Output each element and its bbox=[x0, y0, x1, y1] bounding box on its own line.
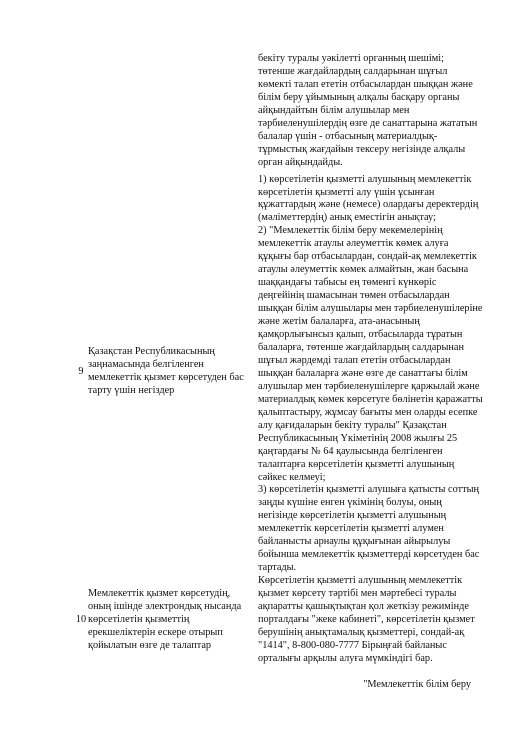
row-name: Мемлекеттік қызмет көрсетудің, оның ішінде электрондық нысанда көрсетілетін қызметтің ерекшеліктерін ескере отырып қойылатын өзге де талаптар bbox=[88, 588, 242, 651]
row-description bbox=[255, 170, 483, 576]
description-paragraph: 1) көрсетілетін қызметті алушының мемлекеттік көрсетілетін қызметті алу үшін ұсынған құжаттардың және (немесе) олардағы деректердің (мәліметтердің) анық еместігін анықтау; bbox=[258, 173, 479, 224]
description-paragraph: бекіту туралы уәкілетті органның шешімі; төтенше жағдайлардың салдарынан шұғыл көмекті талап ететін отбасылардан шыққан және білім беру ұйымының алқалы басқару органы айқындайтын білім алушылар мен тәрбиеленушілердің өзге де санаттарына жататын балалар үшін - отбасының материалдық-тұрмыстық жағдайын тексеру негізінде алқалы орган айқындайды. bbox=[258, 53, 478, 168]
description-paragraph: Көрсетілетін қызметті алушының мемлекеттік қызмет көрсету тәртібі мен мәртебесі туралы ақпаратты қашықтықтан қол жеткізу режимінде порталдағы "жеке кабинеті", көрсетілетін қызмет берушінің анықтамалық қызметтері, сондай-ақ "1414", 8-800-080-7777 Бірыңғай байланыс орталығы арқылы алуға мүмкіндігі бар. bbox=[258, 575, 475, 664]
row-number: 9 bbox=[78, 365, 84, 377]
table-row-9 bbox=[75, 170, 483, 576]
row-name bbox=[88, 53, 255, 170]
description-paragraph: 3) көрсетілетін қызметті алушыға қатысты соттың заңды күшіне енген үкімінің болуы, оның негізінде көрсетілетін қызметті алушының мемлекеттік көрсетілетін қызметті алумен байланысты арнаулы құқығынан айырылуы бойынша мемлекеттік қызметтерді көрсетуден бас тартады. bbox=[258, 484, 480, 574]
row-description bbox=[255, 575, 483, 666]
row-number: 10 bbox=[75, 613, 87, 625]
row-description bbox=[255, 53, 483, 170]
description-paragraph: 2) "Мемлекеттік білім беру мекемелерінің мемлекеттік атаулы әлеуметтік көмек алуға құқығы бар отбасылардан, сондай-ақ мемлекеттік атаулы әлеуметтік көмек алмайтын, жан басына шаққандағы табысы ең төменгі күнкөріс деңгейінің шамасынан төмен отбасылардан шыққан білім алушылары мен тәрбиеленушілеріне және жетім балаларға, ата-анасының қамқорлығынсыз қалып, отбасыларда тұратын балаларға, төтенше жағдайлардың салдарынан шұғыл жәрдемді талап ететін отбасылардан шыққан балаларға және өзге де санаттағы білім алушылар мен тәрбиеленушілерге қаржылай және материалдық көмек көрсетуге бөлінетін қаражатты қалыптастыру, жұмсау бағыты мен оларды есепке алу қағидаларын бекіту туралы" Қазақстан Республикасының Үкіметінің 2008 жылғы 25 қаңтардағы № 64 қаулысында белгіленген талаптарға көрсетілетін қызметті алушының сәйкес келмеуі; bbox=[258, 225, 483, 483]
appendix-heading-fragment: "Мемлекеттік білім беру bbox=[363, 679, 471, 690]
services-standard-table bbox=[75, 53, 483, 666]
row-name: Қазақстан Республикасының заңнамасында белгіленген мемлекеттік қызмет көрсетуден бас тарту үшін негіздер bbox=[88, 346, 244, 397]
table-row-continuation bbox=[75, 53, 483, 170]
row-number bbox=[75, 53, 88, 170]
table-row-10 bbox=[75, 575, 483, 666]
